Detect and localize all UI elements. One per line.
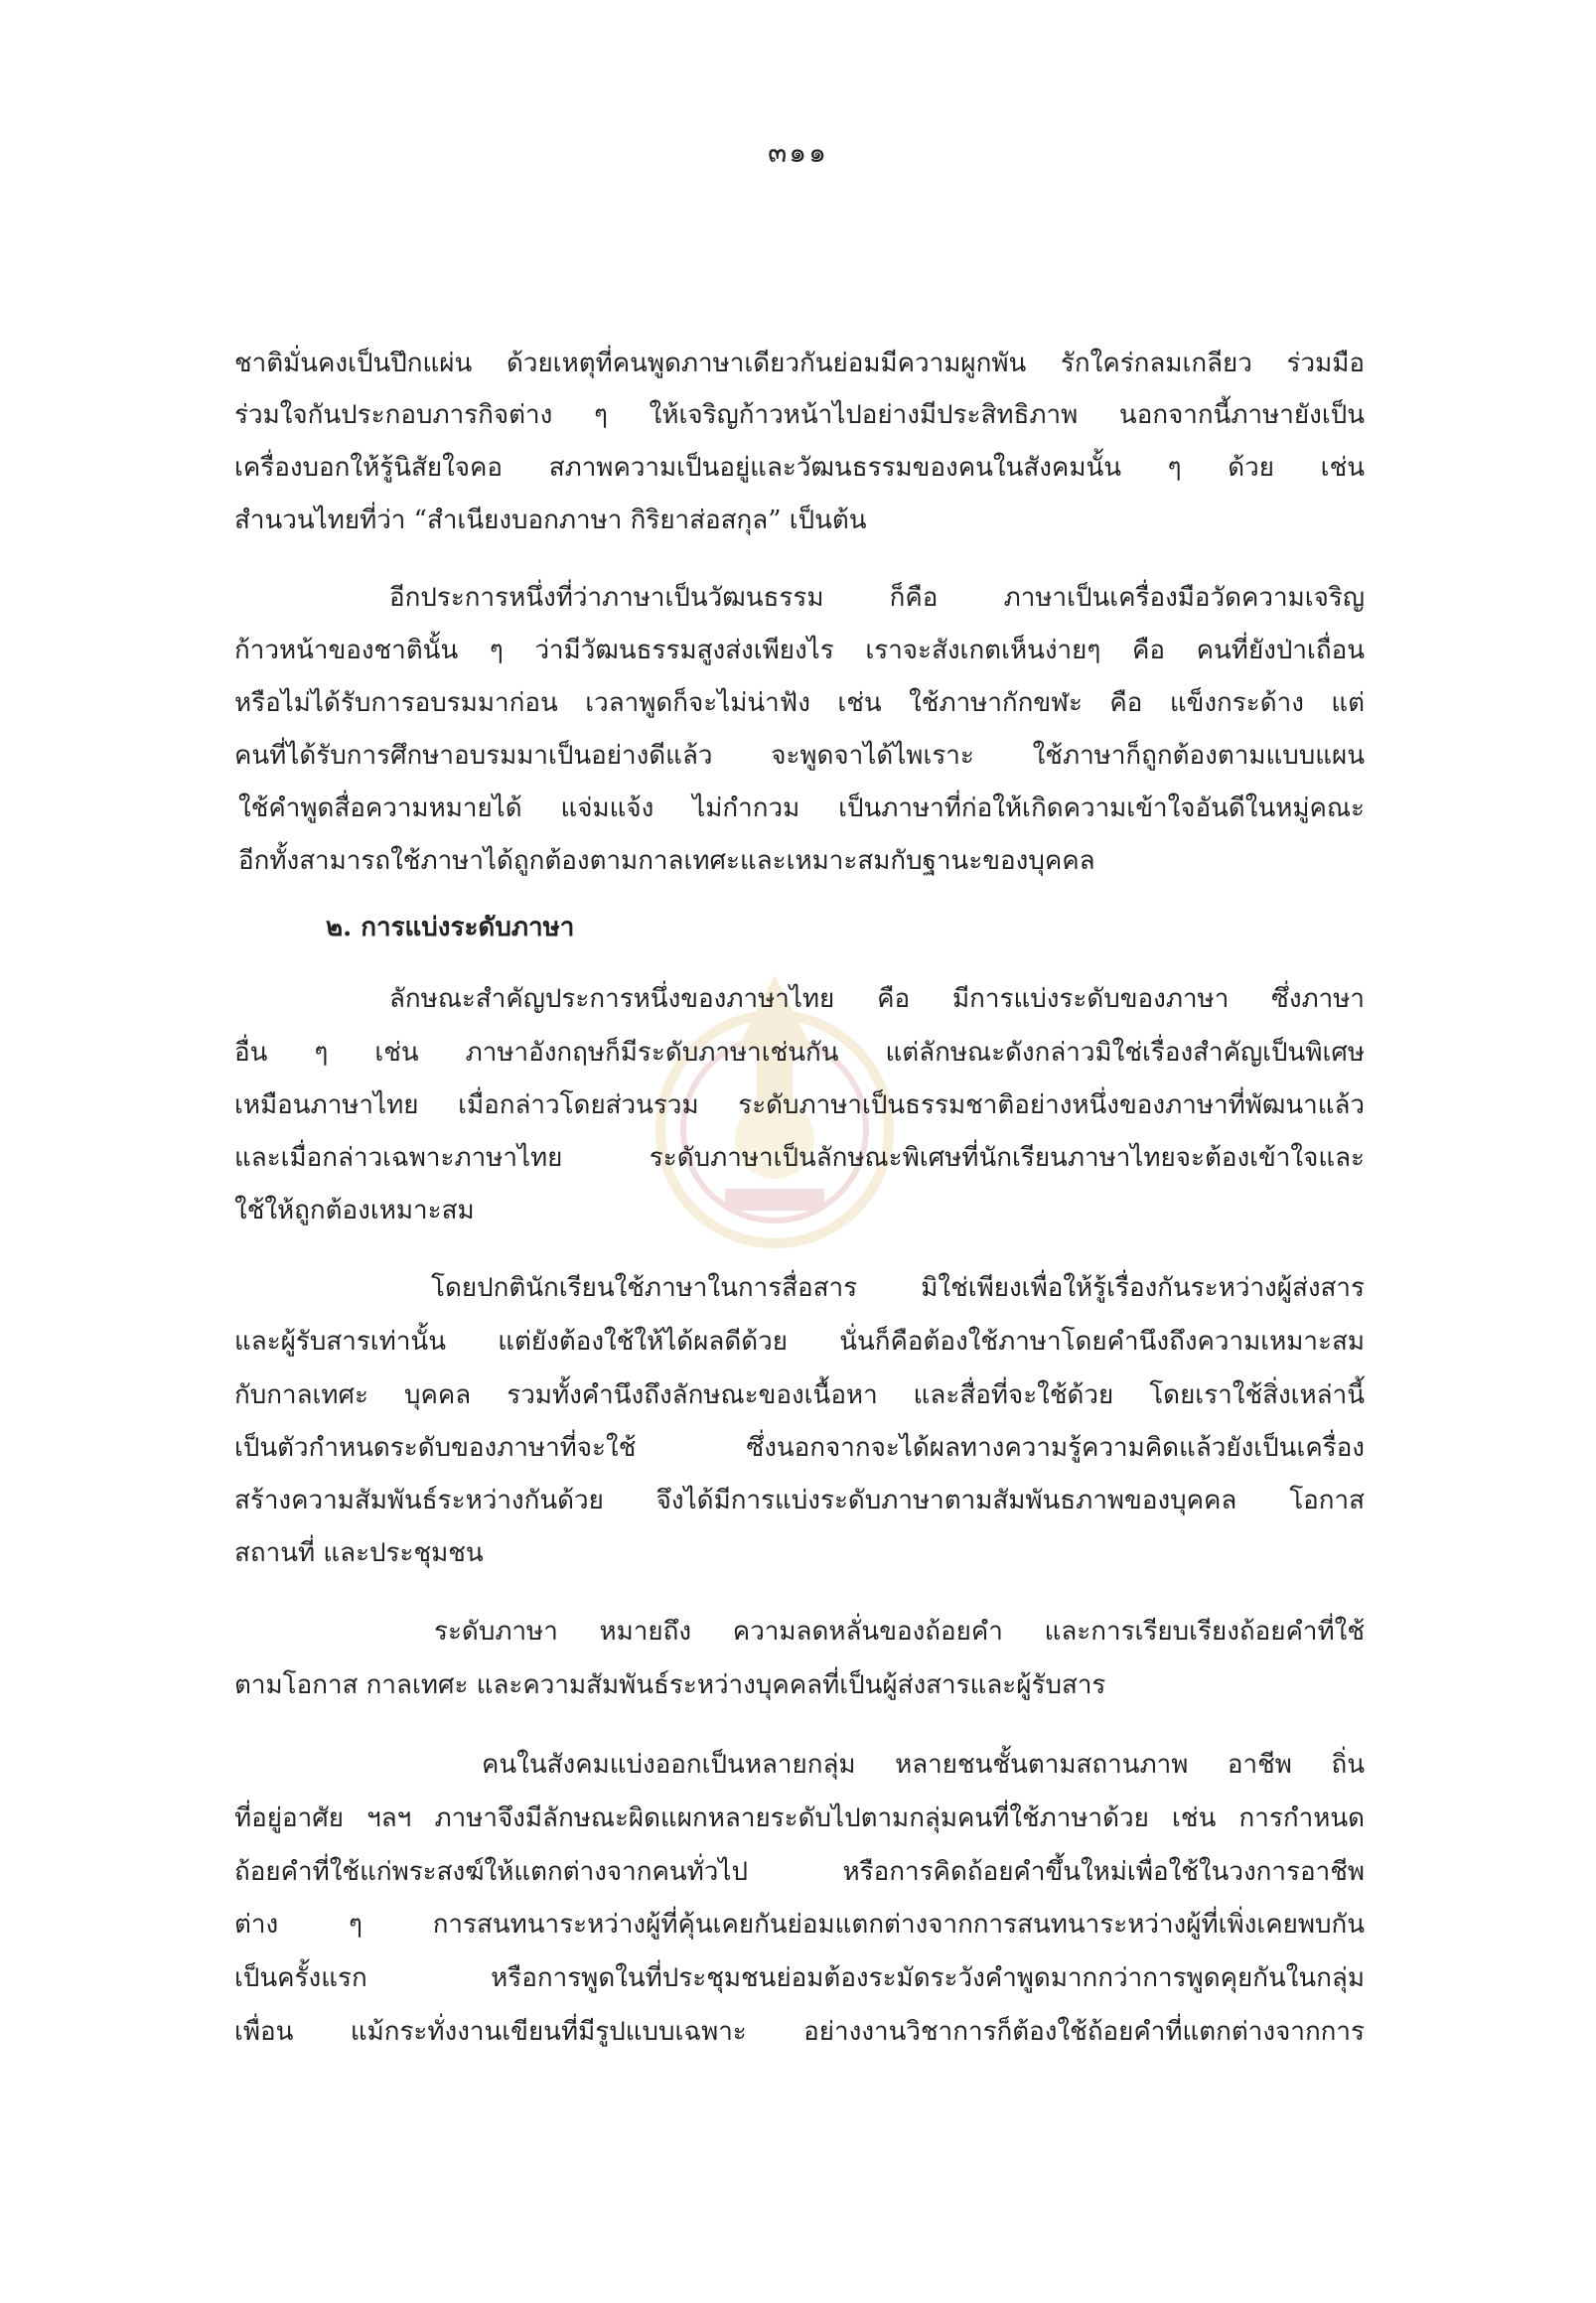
page-number: ๓๑๑ [768,136,828,169]
body-line: เหมือนภาษาไทย เมื่อกล่าวโดยส่วนรวม ระดับภาษาเป็นธรรมชาติอย่างหนึ่งของภาษาที่พัฒนาแล้ว [234,1090,1365,1120]
body-line: ระดับภาษา หมายถึง ความลดหลั่นของถ้อยคำ และการเรียบเรียงถ้อยคำที่ใช้ [434,1617,1365,1647]
body-line: และผู้รับสารเท่านั้น แต่ยังต้องใช้ให้ได้ผลดีด้วย นั่นก็คือต้องใช้ภาษาโดยคำนึงถึงความเหมาะสม [234,1327,1365,1357]
body-line: สร้างความสัมพันธ์ระหว่างกันด้วย จึงได้มีการแบ่งระดับภาษาตามสัมพันธภาพของบุคคล โอกาส [234,1486,1365,1515]
body-line: คนในสังคมแบ่งออกเป็นหลายกลุ่ม หลายชนชั้นตามสถานภาพ อาชีพ ถิ่น [482,1750,1365,1780]
body-line: ต่าง ๆ การสนทนาระหว่างผู้ที่คุ้นเคยกันย่อมแตกต่างจากการสนทนาระหว่างผู้ที่เพิ่งเคยพบกัน [234,1910,1365,1940]
body-line: ที่อยู่อาศัย ฯลฯ ภาษาจึงมีลักษณะผิดแผกหลายระดับไปตามกลุ่มคนที่ใช้ภาษาด้วย เช่น การกำหนด [234,1803,1365,1833]
body-line: ก้าวหน้าของชาตินั้น ๆ ว่ามีวัฒนธรรมสูงส่งเพียงไร เราจะสังเกตเห็นง่ายๆ คือ คนที่ยังป่าเถื่อน [234,636,1365,665]
body-line: อีกประการหนึ่งที่ว่าภาษาเป็นวัฒนธรรม ก็คือ ภาษาเป็นเครื่องมือวัดความเจริญ [389,583,1365,613]
body-line: สำนวนไทยที่ว่า “สำเนียงบอกภาษา กิริยาส่อสกุล” เป็นต้น [234,505,867,535]
body-line: ลักษณะสำคัญประการหนึ่งของภาษาไทย คือ มีการแบ่งระดับของภาษา ซึ่งภาษา [389,984,1365,1014]
body-line: อื่น ๆ เช่น ภาษาอังกฤษก็มีระดับภาษาเช่นกัน แต่ลักษณะดังกล่าวมิใช่เรื่องสำคัญเป็นพิเศษ [234,1038,1365,1068]
body-line: และเมื่อกล่าวเฉพาะภาษาไทย ระดับภาษาเป็นลักษณะพิเศษที่นักเรียนภาษาไทยจะต้องเข้าใจและ [234,1143,1365,1173]
body-line: ถ้อยคำที่ใช้แก่พระสงฆ์ให้แตกต่างจากคนทั่วไป หรือการคิดถ้อยคำขึ้นใหม่เพื่อใช้ในวงการอาชีพ [234,1857,1365,1887]
body-line: เพื่อน แม้กระทั่งงานเขียนที่มีรูปแบบเฉพาะ อย่างงานวิชาการก็ต้องใช้ถ้อยคำที่แตกต่างจากการ [234,2017,1365,2047]
body-line: ใช้คำพูดสื่อความหมายได้ แจ่มแจ้ง ไม่กำกวม เป็นภาษาที่ก่อให้เกิดความเข้าใจอันดีในหมู่คณะ [238,793,1365,823]
body-line: กับกาลเทศะ บุคคล รวมทั้งคำนึงถึงลักษณะของเนื้อหา และสื่อที่จะใช้ด้วย โดยเราใช้สิ่งเหล่านี้ [234,1380,1365,1410]
body-line: ตามโอกาส กาลเทศะ และความสัมพันธ์ระหว่างบุคคลที่เป็นผู้ส่งสารและผู้รับสาร [234,1670,1106,1700]
body-line: ร่วมใจกันประกอบภารกิจต่าง ๆ ให้เจริญก้าวหน้าไปอย่างมีประสิทธิภาพ นอกจากนี้ภาษายังเป็น [234,400,1365,430]
body-line: คนที่ได้รับการศึกษาอบรมมาเป็นอย่างดีแล้ว จะพูดจาได้ไพเราะ ใช้ภาษาก็ถูกต้องตามแบบแผน [234,741,1365,771]
body-line: โดยปกตินักเรียนใช้ภาษาในการสื่อสาร มิใช่เพียงเพื่อให้รู้เรื่องกันระหว่างผู้ส่งสาร [431,1273,1365,1303]
body-line: อีกทั้งสามารถใช้ภาษาได้ถูกต้องตามกาลเทศะและเหมาะสมกับฐานะของบุคคล [238,846,1095,876]
body-line: เป็นครั้งแรก หรือการพูดในที่ประชุมชนย่อมต้องระมัดระวังคำพูดมากกว่าการพูดคุยกันในกลุ่ม [234,1963,1365,1993]
body-line: ชาติมั่นคงเป็นปึกแผ่น ด้วยเหตุที่คนพูดภาษาเดียวกันย่อมมีความผูกพัน รักใคร่กลมเกลียว ร่วมมือ [234,349,1365,378]
body-line: เป็นตัวกำหนดระดับของภาษาที่จะใช้ ซึ่งนอกจากจะได้ผลทางความรู้ความคิดแล้วยังเป็นเครื่อง [234,1433,1365,1463]
body-line: สถานที่ และประชุมชน [234,1538,484,1568]
section-heading: ๒. การแบ่งระดับภาษา [326,913,575,942]
body-line: เครื่องบอกให้รู้นิสัยใจคอ สภาพความเป็นอยู่และวัฒนธรรมของคนในสังคมนั้น ๆ ด้วย เช่น [234,453,1365,483]
body-line: หรือไม่ได้รับการอบรมมาก่อน เวลาพูดก็จะไม่น่าฟัง เช่น ใช้ภาษากักขฬะ คือ แข็งกระด้าง แต่ [234,688,1365,718]
body-line: ใช้ให้ถูกต้องเหมาะสม [234,1196,475,1225]
